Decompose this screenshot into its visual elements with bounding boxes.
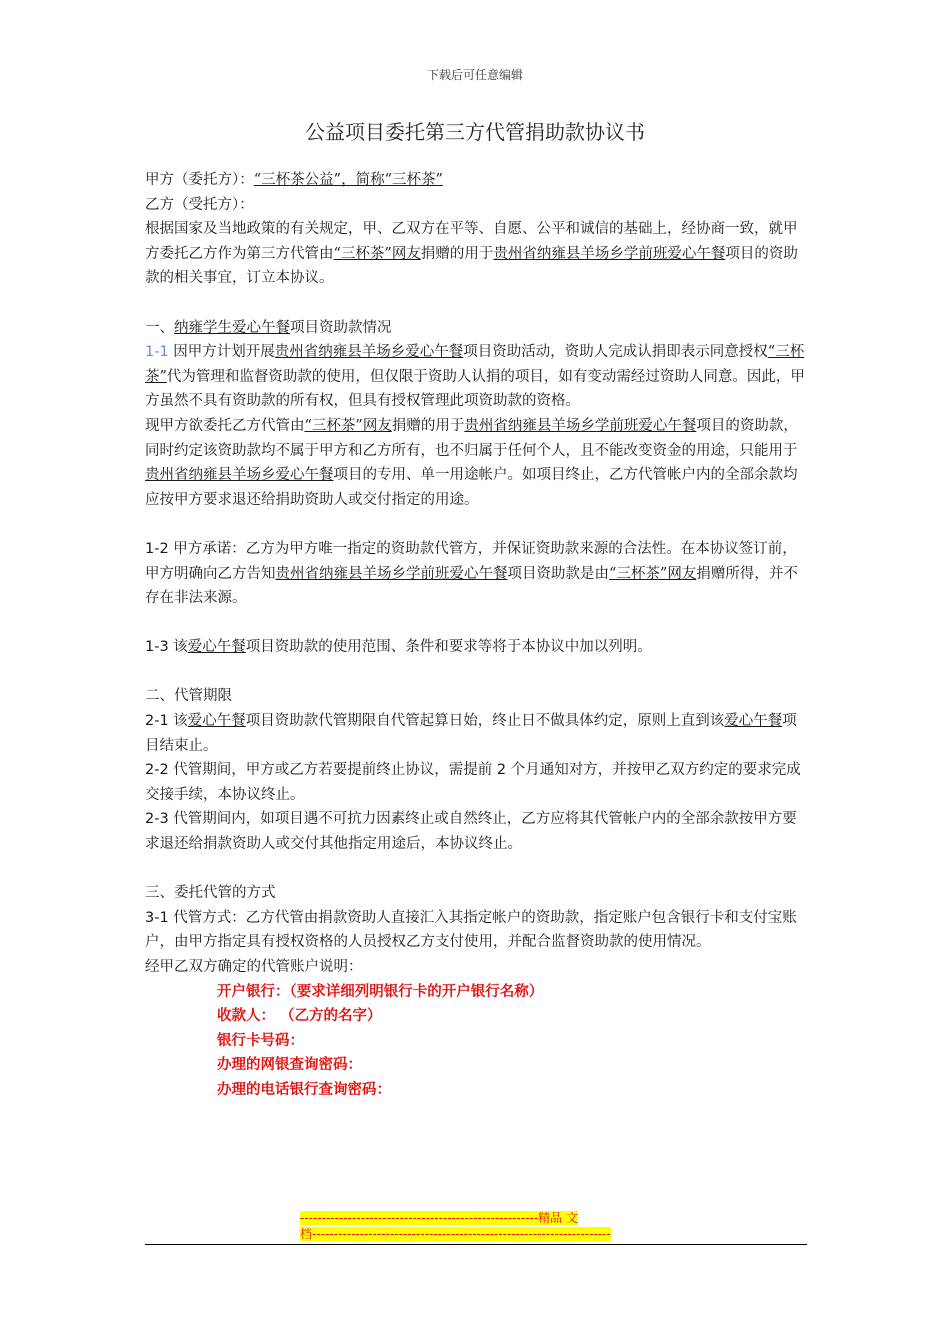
party-a-label: 甲方（委托方）： <box>145 172 254 188</box>
account-intro: 经甲乙双方确定的代管账户说明： <box>145 959 363 975</box>
clause-1-2: 1-2 甲方承诺：乙方为甲方唯一指定的资助款代管方，并保证资助款来源的合法性。在本协议签订前，甲方明确向乙方告知贵州省纳雍县羊场乡学前班爱心午餐项目资助款是由“三杯茶”网友捐赠所得，并不存在非法来源。 <box>145 540 798 607</box>
clause-number: 2-3 <box>145 811 169 828</box>
clause-number: 3-1 <box>145 909 169 926</box>
account-field-bank: 开户银行：（要求详细列明银行卡的开户银行名称） <box>217 982 544 1000</box>
clause-number: 1-1 <box>145 344 169 361</box>
section-1-heading: 一、纳雍学生爱心午餐项目资助款情况 <box>145 319 392 336</box>
footer-line-2: 档--------------------------------------------------------------------- <box>300 1227 611 1241</box>
clause-2-1: 2-1 该爱心午餐项目资助款代管期限自代管起算日始，终止日不做具体约定，原则上直到该爱心午餐项目结束止。 <box>145 713 797 754</box>
clause-2-3: 2-3 代管期间内，如项目遇不可抗力因素终止或自然终止，乙方应将其代管帐户内的全部余款按甲方要求退还给捐款资助人或交付其他指定用途后，本协议终止。 <box>145 811 797 853</box>
footer-watermark <box>300 1210 650 1242</box>
account-field-phone-password: 办理的电话银行查询密码： <box>217 1080 391 1098</box>
clause-number: 2-2 <box>145 762 169 779</box>
document-body <box>145 168 807 1103</box>
clause-1-1-continued: 现甲方欲委托乙方代管由“三杯茶”网友捐赠的用于贵州省纳雍县羊场乡学前班爱心午餐项目的资助款，同时约定该资助款均不属于甲方和乙方所有，也不归属于任何个人，且不能改变资金的用途，只能用于贵州省纳雍县羊场乡爱心午餐项目的专用、单一用途帐户。如项目终止，乙方代管帐户内的全部余款均应按甲方要求退还给捐助资助人或交付指定的用途。 <box>145 417 798 508</box>
party-a-value: “三杯茶公益”，简称“三杯茶” <box>253 172 443 188</box>
header-note: 下载后可任意编辑 <box>426 68 523 82</box>
section-3-heading: 三、委托代管的方式 <box>145 885 276 902</box>
section-2-heading: 二、代管期限 <box>145 688 232 705</box>
party-a-line <box>145 168 807 193</box>
clause-1-3: 1-3 该爱心午餐项目资助款的使用范围、条件和要求等将于本协议中加以列明。 <box>145 639 652 656</box>
clause-number: 1-2 <box>145 540 169 557</box>
account-field-payee: 收款人： （乙方的名字） <box>217 1007 382 1025</box>
account-field-online-password: 办理的网银查询密码： <box>217 1056 362 1074</box>
footer-line-1: -------------------------------------------------------精品 文 <box>300 1211 578 1225</box>
clause-number: 2-1 <box>145 713 169 730</box>
document-title: 公益项目委托第三方代管捐助款协议书 <box>305 120 645 144</box>
clause-3-1: 3-1 代管方式：乙方代管由捐款资助人直接汇入其指定帐户的资助款，指定账户包含银行卡和支付宝账户，由甲方指定具有授权资格的人员授权乙方支付使用，并配合监督资助款的使用情况。 <box>145 909 797 951</box>
party-b-line: 乙方（受托方）： <box>145 196 254 213</box>
account-fields <box>145 980 807 1103</box>
footer-rule <box>145 1244 807 1245</box>
account-field-card-number: 银行卡号码： <box>217 1031 304 1049</box>
clause-2-2: 2-2 代管期间，甲方或乙方若要提前终止协议，需提前 2 个月通知对方，并按甲乙双方约定的要求完成交接手续，本协议终止。 <box>145 762 801 803</box>
clause-number: 1-3 <box>145 639 169 656</box>
clause-1-1: 1-1 因甲方计划开展贵州省纳雍县羊场乡爱心午餐项目资助活动，资助人完成认捐即表示同意授权“三杯茶”代为管理和监督资助款的使用，但仅限于资助人认捐的项目，如有变动需经过资助人同意。因此，甲方虽然不具有资助款的所有权，但具有授权管理此项资助款的资格。 <box>145 344 805 410</box>
intro-paragraph: 根据国家及当地政策的有关规定，甲、乙双方在平等、自愿、公平和诚信的基础上，经协商一致，就甲方委托乙方作为第三方代管由“三杯茶”网友捐赠的用于贵州省纳雍县羊场乡学前班爱心午餐项目的资助款的相关事宜，订立本协议。 <box>145 221 798 287</box>
